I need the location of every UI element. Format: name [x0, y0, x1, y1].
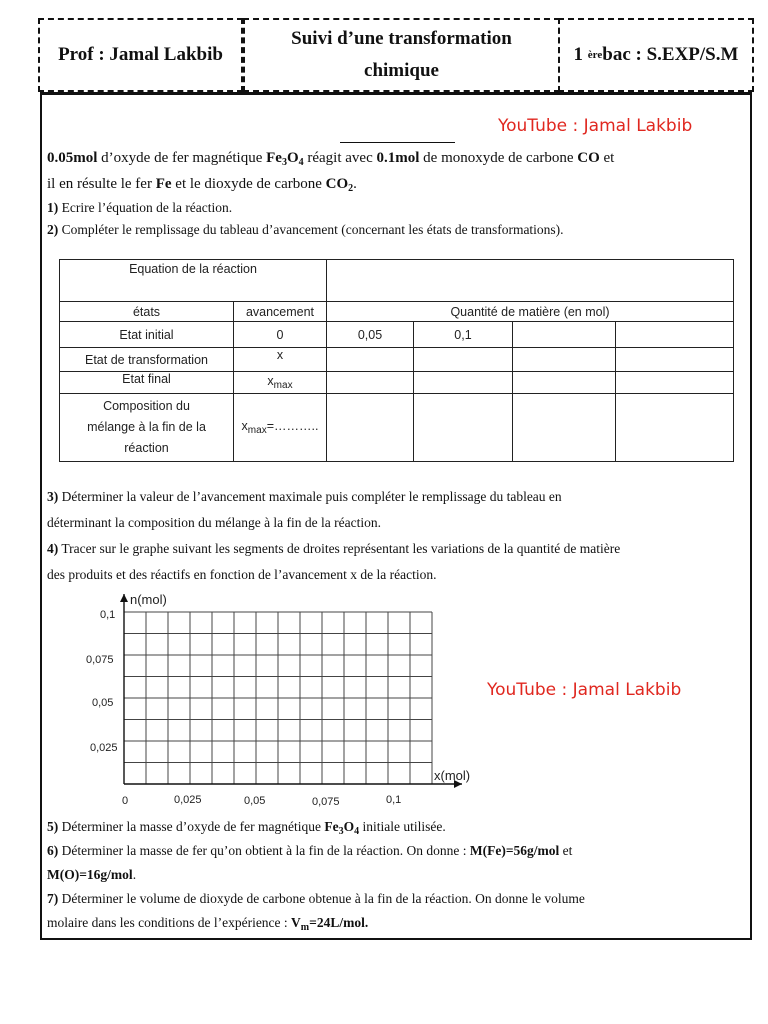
molar-mass-fe: M(Fe)=56g/mol: [469, 843, 560, 858]
question-text: Déterminer la masse d’oxyde de fer magnétique: [58, 819, 325, 834]
grid: [124, 612, 432, 784]
advancement-table: [59, 259, 734, 462]
composition-label: Composition du mélange à la fin de la réaction: [60, 394, 234, 462]
formula-part: O: [286, 150, 299, 166]
transformation-advancement: x: [234, 348, 327, 372]
table-row: [60, 260, 734, 302]
table-row: [60, 394, 734, 462]
intro-text: de monoxyde de carbone: [419, 150, 578, 166]
question-text: molaire dans les conditions de l’expérience :: [47, 915, 292, 930]
amount-co: 0.1mol: [376, 150, 420, 166]
class-level: [558, 18, 754, 92]
formula-sub: 4: [354, 826, 360, 837]
formula-part: CO: [325, 176, 349, 192]
formula-fe: Fe: [155, 176, 172, 192]
question-2: [47, 221, 564, 239]
question-text: Déterminer la masse de fer qu’on obtient à la fin de la réaction. On donne :: [58, 843, 470, 858]
decorative-rule: [340, 142, 455, 143]
x-tick-label: 0,025: [174, 794, 202, 806]
composition-advancement: [234, 394, 327, 462]
class-level-number: 1: [573, 44, 584, 65]
question-3-line-1: [47, 488, 562, 506]
question-number: 1): [47, 200, 59, 215]
formula-sub: 3: [338, 826, 344, 837]
y-axis-arrow: [120, 594, 128, 602]
empty-cell: [327, 394, 414, 462]
x-tick-label: 0: [122, 795, 129, 807]
equation-label: Equation de la réaction: [60, 260, 327, 302]
empty-cell: [327, 372, 414, 394]
question-number: 6): [47, 843, 59, 858]
empty-cell: [513, 348, 616, 372]
y-tick-label: 0,025: [90, 742, 118, 754]
watermark-middle: YouTube : Jamal Lakbib: [487, 680, 682, 700]
formula-sub: 4: [298, 157, 304, 168]
intro-line-2: [47, 175, 357, 198]
question-text: Ecrire l’équation de la réaction.: [58, 200, 233, 215]
formula-part: =24L/mol.: [309, 915, 369, 930]
question-text: Tracer sur le graphe suivant les segments de droites représentant les variations de la quantité de matière: [58, 541, 621, 556]
formula-fe3o4: [266, 150, 304, 166]
y-tick-label: 0,1: [100, 609, 116, 621]
empty-cell: [414, 348, 513, 372]
question-6-line-1: [47, 842, 572, 860]
question-5: [47, 818, 446, 841]
initial-state-label: Etat initial: [60, 322, 234, 348]
molar-volume: [291, 915, 369, 933]
question-number: 7): [47, 891, 59, 906]
states-header: états: [60, 302, 234, 322]
title-line-1: Suivi d’une transformation: [291, 28, 512, 49]
empty-cell: [616, 372, 734, 394]
empty-cell: [513, 322, 616, 348]
initial-advancement: 0: [234, 322, 327, 348]
formula-sub: m: [300, 922, 310, 933]
equation-cell: [327, 260, 734, 302]
x-tick-label: 0,05: [244, 795, 266, 807]
class-level-sup: ère: [587, 49, 603, 61]
xmax-sub: max: [273, 380, 293, 391]
teacher-name-text: Prof : Jamal Lakbib: [58, 44, 223, 65]
advancement-header: avancement: [234, 302, 327, 322]
table-row: [60, 302, 734, 322]
empty-cell: [616, 394, 734, 462]
xmax-symbol: x: [267, 374, 274, 388]
intro-text: d’oxyde de fer magnétique: [97, 150, 267, 166]
question-4-line-1: [47, 540, 620, 558]
transformation-state-label: Etat de transformation: [60, 348, 234, 372]
question-1: [47, 199, 232, 217]
table-row: [60, 348, 734, 372]
formula-co: CO: [577, 150, 600, 166]
formula-part: Fe: [266, 150, 282, 166]
x-axis-label: x(mol): [434, 768, 471, 783]
question-number: 4): [47, 541, 59, 556]
question-text: et: [559, 843, 573, 858]
class-level-text: bac : S.EXP/S.M: [602, 44, 739, 65]
table-row: [60, 322, 734, 348]
empty-cell: [414, 394, 513, 462]
final-advancement: [234, 372, 327, 394]
question-4-line-2: des produits et des réactifs en fonction de l’avancement x de la réaction.: [47, 567, 437, 582]
amount-fe3o4: 0.05mol: [47, 150, 98, 166]
empty-cell: [616, 348, 734, 372]
watermark-top: YouTube : Jamal Lakbib: [498, 116, 693, 136]
intro-text: et le dioxyde de carbone: [171, 176, 326, 192]
document-title: [243, 18, 560, 92]
teacher-name: [38, 18, 243, 92]
intro-text: il en résulte le fer: [47, 176, 156, 192]
formula-part: O: [343, 819, 355, 834]
formula-co2: [326, 176, 354, 192]
xmax-sub: max: [247, 425, 267, 436]
empty-cell: [414, 372, 513, 394]
question-number: 2): [47, 222, 59, 237]
question-text: Déterminer la valeur de l’avancement maximale puis compléter le remplissage du tableau en: [58, 489, 562, 504]
empty-cell: [513, 372, 616, 394]
question-7-line-1: [47, 890, 585, 908]
initial-quantity-fe3o4: 0,05: [327, 322, 414, 348]
xmax-symbol: x: [241, 419, 248, 433]
question-number: 5): [47, 819, 59, 834]
table-row: [60, 372, 734, 394]
formula-sub: 3: [281, 157, 287, 168]
question-6-line-2: [47, 866, 136, 884]
y-tick-label: 0,05: [92, 697, 114, 709]
empty-cell: [616, 322, 734, 348]
x-tick-label: 0,075: [312, 796, 340, 808]
formula-sub: 2: [348, 183, 354, 194]
question-text: Déterminer le volume de dioxyde de carbone obtenue à la fin de la réaction. On donne le volume: [58, 891, 585, 906]
empty-cell: [513, 394, 616, 462]
question-number: 3): [47, 489, 59, 504]
quantity-header: Quantité de matière (en mol): [327, 302, 734, 322]
question-text: initiale utilisée.: [359, 819, 446, 834]
molar-mass-o: M(O)=16g/mol: [47, 867, 133, 882]
question-3-line-2: déterminant la composition du mélange à la fin de la réaction.: [47, 515, 382, 530]
empty-cell: [327, 348, 414, 372]
question-text: .: [132, 867, 137, 882]
intro-text: réagit avec: [303, 150, 377, 166]
question-text: Compléter le remplissage du tableau d’avancement (concernant les états de transformations).: [58, 222, 564, 237]
x-tick-label: 0,1: [386, 794, 402, 806]
y-tick-label: 0,075: [86, 654, 114, 666]
formula-part: V: [291, 915, 301, 930]
intro-text: .: [353, 176, 357, 192]
formula-part: Fe: [324, 819, 339, 834]
y-axis-label: n(mol): [130, 592, 167, 607]
question-7-line-2: [47, 914, 368, 937]
intro-text: et: [599, 150, 615, 166]
intro-line-1: [47, 149, 614, 172]
final-state-label: Etat final: [60, 372, 234, 394]
answer-graph: [86, 590, 510, 810]
initial-quantity-co: 0,1: [414, 322, 513, 348]
xmax-blank: =………..: [266, 419, 319, 433]
title-line-2: chimique: [364, 60, 439, 81]
formula-fe3o4: [324, 819, 360, 837]
